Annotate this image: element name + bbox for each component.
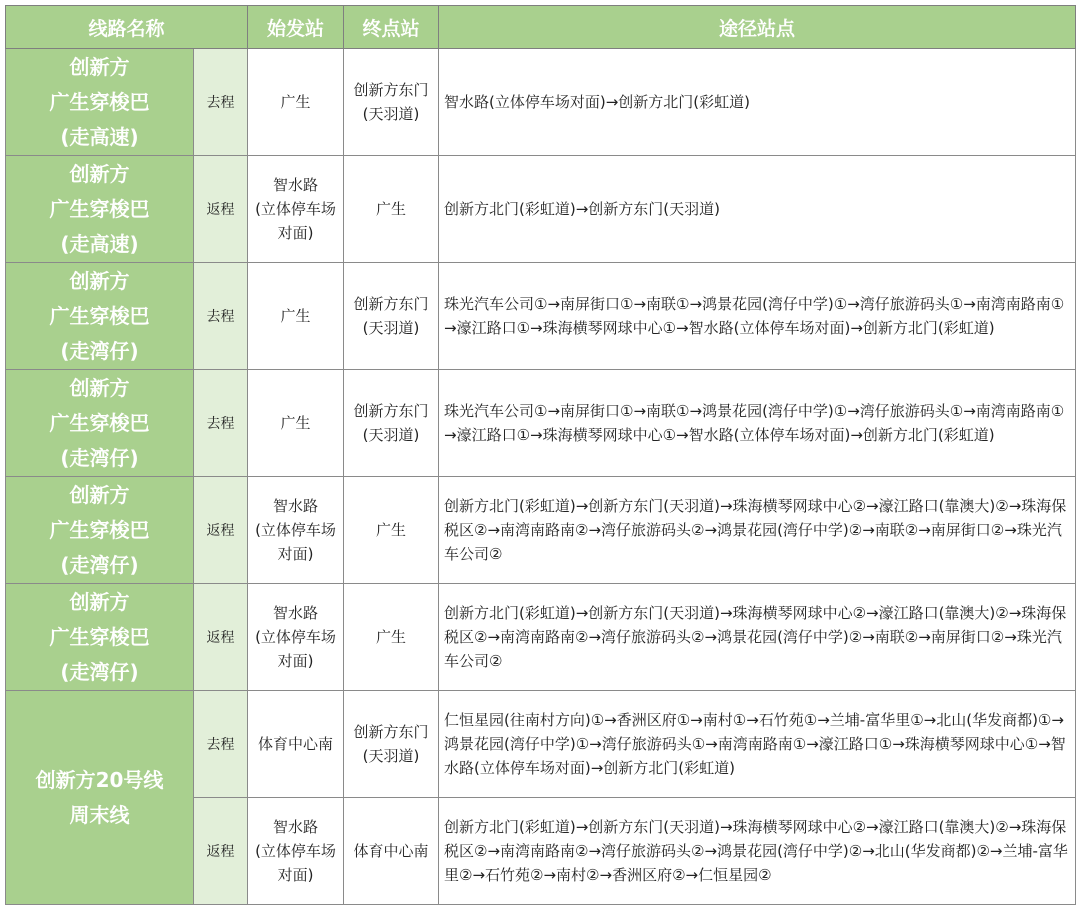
cell-line: 广生 xyxy=(376,628,407,646)
stops-cell: 珠光汽车公司①→南屏街口①→南联①→鸿景花园(湾仔中学)①→湾仔旅游码头①→南湾南路南①→濠江路口①→珠海横琴网球中心①→智水路(立体停车场对面)→创新方北门(彩虹道) xyxy=(439,263,1076,370)
stops-cell: 仁恒星园(往南村方向)①→香洲区府①→南村①→石竹苑①→兰埔-富华里①→北山(华发商都)①→鸿景花园(湾仔中学)①→湾仔旅游码头①→南湾南路南①→濠江路口①→珠海横琴网球中心①→智水路(立体停车场对面)→创新方北门(彩虹道) xyxy=(439,691,1076,798)
header-end: 终点站 xyxy=(344,6,439,49)
direction-cell: 去程 xyxy=(194,263,248,370)
cell-line: 广生穿梭巴 xyxy=(49,196,150,221)
cell-line: 广生 xyxy=(280,414,311,432)
cell-line: (立体停车场 xyxy=(255,628,336,646)
end-station-cell xyxy=(344,370,439,477)
table-row xyxy=(6,477,1076,584)
cell-line: 周末线 xyxy=(69,802,130,827)
end-station-cell xyxy=(344,584,439,691)
header-start: 始发站 xyxy=(248,6,344,49)
cell-line: 广生 xyxy=(280,93,311,111)
direction-cell: 返程 xyxy=(194,584,248,691)
table-row xyxy=(6,156,1076,263)
cell-line: 体育中心南 xyxy=(258,735,334,753)
cell-line: 广生穿梭巴 xyxy=(49,303,150,328)
cell-line: 创新方东门 xyxy=(353,81,429,99)
start-station-cell xyxy=(248,49,344,156)
cell-line: (走湾仔) xyxy=(60,552,139,577)
table-row xyxy=(6,263,1076,370)
cell-line: 创新方东门 xyxy=(353,723,429,741)
end-station-cell xyxy=(344,691,439,798)
table-row xyxy=(6,691,1076,798)
cell-line: (天羽道) xyxy=(362,747,420,765)
end-station-cell xyxy=(344,49,439,156)
route-name-cell xyxy=(6,49,194,156)
stops-cell: 创新方北门(彩虹道)→创新方东门(天羽道)→珠海横琴网球中心②→濠江路口(靠澳大)②→珠海保税区②→南湾南路南②→湾仔旅游码头②→鸿景花园(湾仔中学)②→南联②→南屏街口②→珠光汽车公司② xyxy=(439,477,1076,584)
stops-cell: 珠光汽车公司①→南屏街口①→南联①→鸿景花园(湾仔中学)①→湾仔旅游码头①→南湾南路南①→濠江路口①→珠海横琴网球中心①→智水路(立体停车场对面)→创新方北门(彩虹道) xyxy=(439,370,1076,477)
cell-line: (走湾仔) xyxy=(60,445,139,470)
cell-line: (走湾仔) xyxy=(60,659,139,684)
end-station-cell xyxy=(344,477,439,584)
start-station-cell xyxy=(248,691,344,798)
cell-line: (天羽道) xyxy=(362,426,420,444)
cell-line: 广生 xyxy=(376,521,407,539)
cell-line: 创新方东门 xyxy=(353,402,429,420)
cell-line: (立体停车场 xyxy=(255,842,336,860)
stops-cell: 创新方北门(彩虹道)→创新方东门(天羽道)→珠海横琴网球中心②→濠江路口(靠澳大)②→珠海保税区②→南湾南路南②→湾仔旅游码头②→鸿景花园(湾仔中学)②→北山(华发商都)②→兰埔-富华里②→石竹苑②→南村②→香洲区府②→仁恒星园② xyxy=(439,798,1076,905)
end-station-cell xyxy=(344,156,439,263)
cell-line: 智水路 xyxy=(273,604,319,622)
bus-route-table xyxy=(5,5,1076,905)
direction-cell: 返程 xyxy=(194,156,248,263)
cell-line: 体育中心南 xyxy=(353,842,429,860)
cell-line: 创新方 xyxy=(69,54,130,79)
header-stops: 途径站点 xyxy=(439,6,1076,49)
table-row xyxy=(6,49,1076,156)
cell-line: 对面) xyxy=(277,652,314,670)
cell-line: (走高速) xyxy=(60,124,139,149)
route-name-cell xyxy=(6,477,194,584)
cell-line: 创新方 xyxy=(69,589,130,614)
cell-line: 智水路 xyxy=(273,497,319,515)
stops-cell: 创新方北门(彩虹道)→创新方东门(天羽道)→珠海横琴网球中心②→濠江路口(靠澳大)②→珠海保税区②→南湾南路南②→湾仔旅游码头②→鸿景花园(湾仔中学)②→南联②→南屏街口②→珠光汽车公司② xyxy=(439,584,1076,691)
direction-cell: 返程 xyxy=(194,798,248,905)
cell-line: 智水路 xyxy=(273,176,319,194)
cell-line: 对面) xyxy=(277,224,314,242)
cell-line: 创新方 xyxy=(69,375,130,400)
cell-line: 对面) xyxy=(277,866,314,884)
cell-line: (天羽道) xyxy=(362,105,420,123)
route-name-cell xyxy=(6,584,194,691)
start-station-cell xyxy=(248,156,344,263)
cell-line: 对面) xyxy=(277,545,314,563)
end-station-cell xyxy=(344,798,439,905)
table-row xyxy=(6,584,1076,691)
end-station-cell xyxy=(344,263,439,370)
table-row xyxy=(6,370,1076,477)
stops-cell: 智水路(立体停车场对面)→创新方北门(彩虹道) xyxy=(439,49,1076,156)
direction-cell: 去程 xyxy=(194,370,248,477)
direction-cell: 返程 xyxy=(194,477,248,584)
route-name-cell xyxy=(6,370,194,477)
start-station-cell xyxy=(248,263,344,370)
cell-line: (立体停车场 xyxy=(255,521,336,539)
cell-line: 广生 xyxy=(376,200,407,218)
start-station-cell xyxy=(248,584,344,691)
route-name-cell xyxy=(6,156,194,263)
start-station-cell xyxy=(248,477,344,584)
cell-line: 创新方20号线 xyxy=(35,767,164,792)
cell-line: 广生穿梭巴 xyxy=(49,89,150,114)
cell-line: 广生穿梭巴 xyxy=(49,517,150,542)
cell-line: (天羽道) xyxy=(362,319,420,337)
cell-line: 广生穿梭巴 xyxy=(49,410,150,435)
direction-cell: 去程 xyxy=(194,49,248,156)
cell-line: (走湾仔) xyxy=(60,338,139,363)
cell-line: 创新方东门 xyxy=(353,295,429,313)
route-name-cell xyxy=(6,263,194,370)
cell-line: 创新方 xyxy=(69,161,130,186)
start-station-cell xyxy=(248,798,344,905)
cell-line: 智水路 xyxy=(273,818,319,836)
start-station-cell xyxy=(248,370,344,477)
stops-cell: 创新方北门(彩虹道)→创新方东门(天羽道) xyxy=(439,156,1076,263)
cell-line: 广生 xyxy=(280,307,311,325)
cell-line: 创新方 xyxy=(69,482,130,507)
header-row xyxy=(6,6,1076,49)
cell-line: (走高速) xyxy=(60,231,139,256)
header-route-name: 线路名称 xyxy=(6,6,248,49)
direction-cell: 去程 xyxy=(194,691,248,798)
cell-line: (立体停车场 xyxy=(255,200,336,218)
cell-line: 广生穿梭巴 xyxy=(49,624,150,649)
route-name-cell xyxy=(6,691,194,905)
cell-line: 创新方 xyxy=(69,268,130,293)
